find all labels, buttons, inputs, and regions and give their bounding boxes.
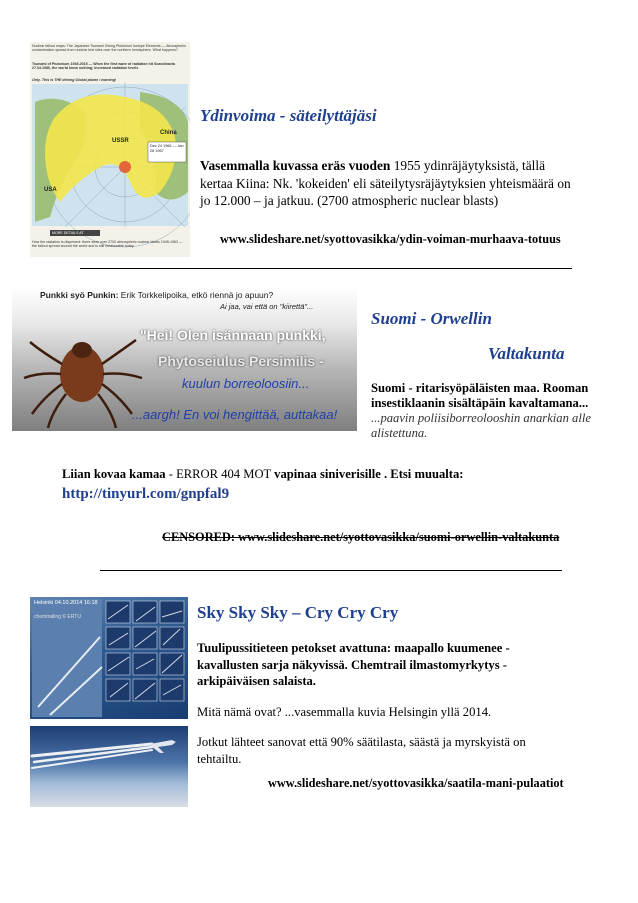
section3-body: Tuulipussitieteen petokset avattuna: maapallo kuumenee - kavallusten sarja näkyvissä. Chemtrail ilmastomyrkytys - arkipäiväisen salaista. [197,641,510,688]
cartoon-heading-bold: Punkki syö Punkin: [40,290,119,300]
map-legend: Dec 24 1966 — Jan 28 1967 [150,144,184,153]
section2-title-line1: Suomi - Orwellin [371,309,492,328]
section3-sources: Jotkut lähteet sanovat että 90% säätilasta, säästä ja myrskyistä on tehtailtu. [197,735,526,766]
map-more-details: MORE DETAILS AT [52,231,84,235]
divider-1 [80,268,572,269]
cartoon-line-2: Phytoseiulus Persimilis - [158,353,324,369]
section1-body [200,157,580,210]
error-line-mid: - ERROR 404 MOT [165,467,275,481]
tinyurl-link[interactable]: http://tinyurl.com/gnpfal9 [62,486,230,502]
cartoon-heading-rest: Erik Torkkelipoika, etkö riennä jo apuun? [118,290,274,300]
section2-body-bold: Suomi - ritarisyöpäläisten maa. Rooman insestiklaanin sisältäpäin kavaltamana... [371,381,589,410]
section2-title-line2: Valtakunta [488,344,565,363]
section2-error-line [62,467,463,482]
error-line-bold-2: vapinaa siniverisille . Etsi muualta: [274,467,464,481]
map-bottom-note: How the radiation is dispersed: there were over 2700 atmospheric nuclear blasts 1945-1963 — the fallout spread around the world and is still measurable today. [32,240,183,249]
map-label-china: China [160,130,177,136]
section1-body-text: 1955 ydinräjäytyksistä, tällä kertaa Kiina: Nk. 'kokeiden' eli säteilytysräjäytyksien yhteismäärä on jo 12.000 – ja jatkuu. (2700 atmospheric nuclear blasts) [200,158,571,208]
error-line-bold-1: Liian kovaa kamaa [62,467,166,481]
chemtrail-collage-image [30,597,188,719]
section1-url-link[interactable]: www.slideshare.net/syottovasikka/ydin-voiman-murhaava-totuus [220,232,561,246]
map-header-note: Tsunami of Plutonium 1945-2015 — When the first wave of radiation hit Scandinavia 27.04.1986, the world knew nothing; increased radiation levels [32,62,175,71]
cartoon-line-1: "Hei! Olen isännaan punkki, [140,327,326,343]
tick-cartoon-image [12,287,357,431]
collage-date-stamp: Helsinki 04.10.2014 16:18 [34,600,98,606]
map-subhead: Only. This is THE driving Global plume / warning! [32,78,117,82]
section3-url-link[interactable]: www.slideshare.net/syottovasikka/saatila-mani-pulaatiot [268,776,564,790]
section1-title: Ydinvoima - säteilyttäjäsi [200,106,377,125]
section2-body [371,381,611,441]
censored-url-link[interactable]: CENSORED: www.slideshare.net/syottovasikka/suomi-orwellin-valtakunta [162,530,560,544]
divider-2 [100,570,562,571]
section2-body-italic: ...paavin poliisiborreolooshin anarkian alle alistettuna. [371,411,591,440]
cartoon-heading [40,290,273,300]
section3-question: Mitä nämä ovat? ...vasemmalla kuvia Helsingin yllä 2014. [197,705,492,719]
cartoon-line-4: ...aargh! En voi hengittää, auttakaa! [132,407,338,422]
airplane-contrail-image [30,726,188,807]
section3-title: Sky Sky Sky – Cry Cry Cry [197,603,399,622]
map-label-ussr: USSR [112,138,129,144]
collage-sub-stamp: chemtrailing © ERTU [34,614,81,620]
airplane-contrail-graphic [30,726,188,807]
map-label-usa: USA [44,187,57,193]
map-top-note: Nuclear fallout maps: The Japanese Tsunami Giving Plutonium Isotope Elements — Atmospheric contamination spread from nuclear test sites over the northern hemisphere. What happens? [32,44,187,53]
cartoon-aside: Ai jaa, vai että on "kiirettä"... [220,302,314,311]
nuclear-fallout-map-image [30,42,190,257]
section1-body-bold: Vasemmalla kuvassa eräs vuoden [200,158,391,173]
cartoon-line-3: kuulun borreoloosiin... [182,376,310,391]
